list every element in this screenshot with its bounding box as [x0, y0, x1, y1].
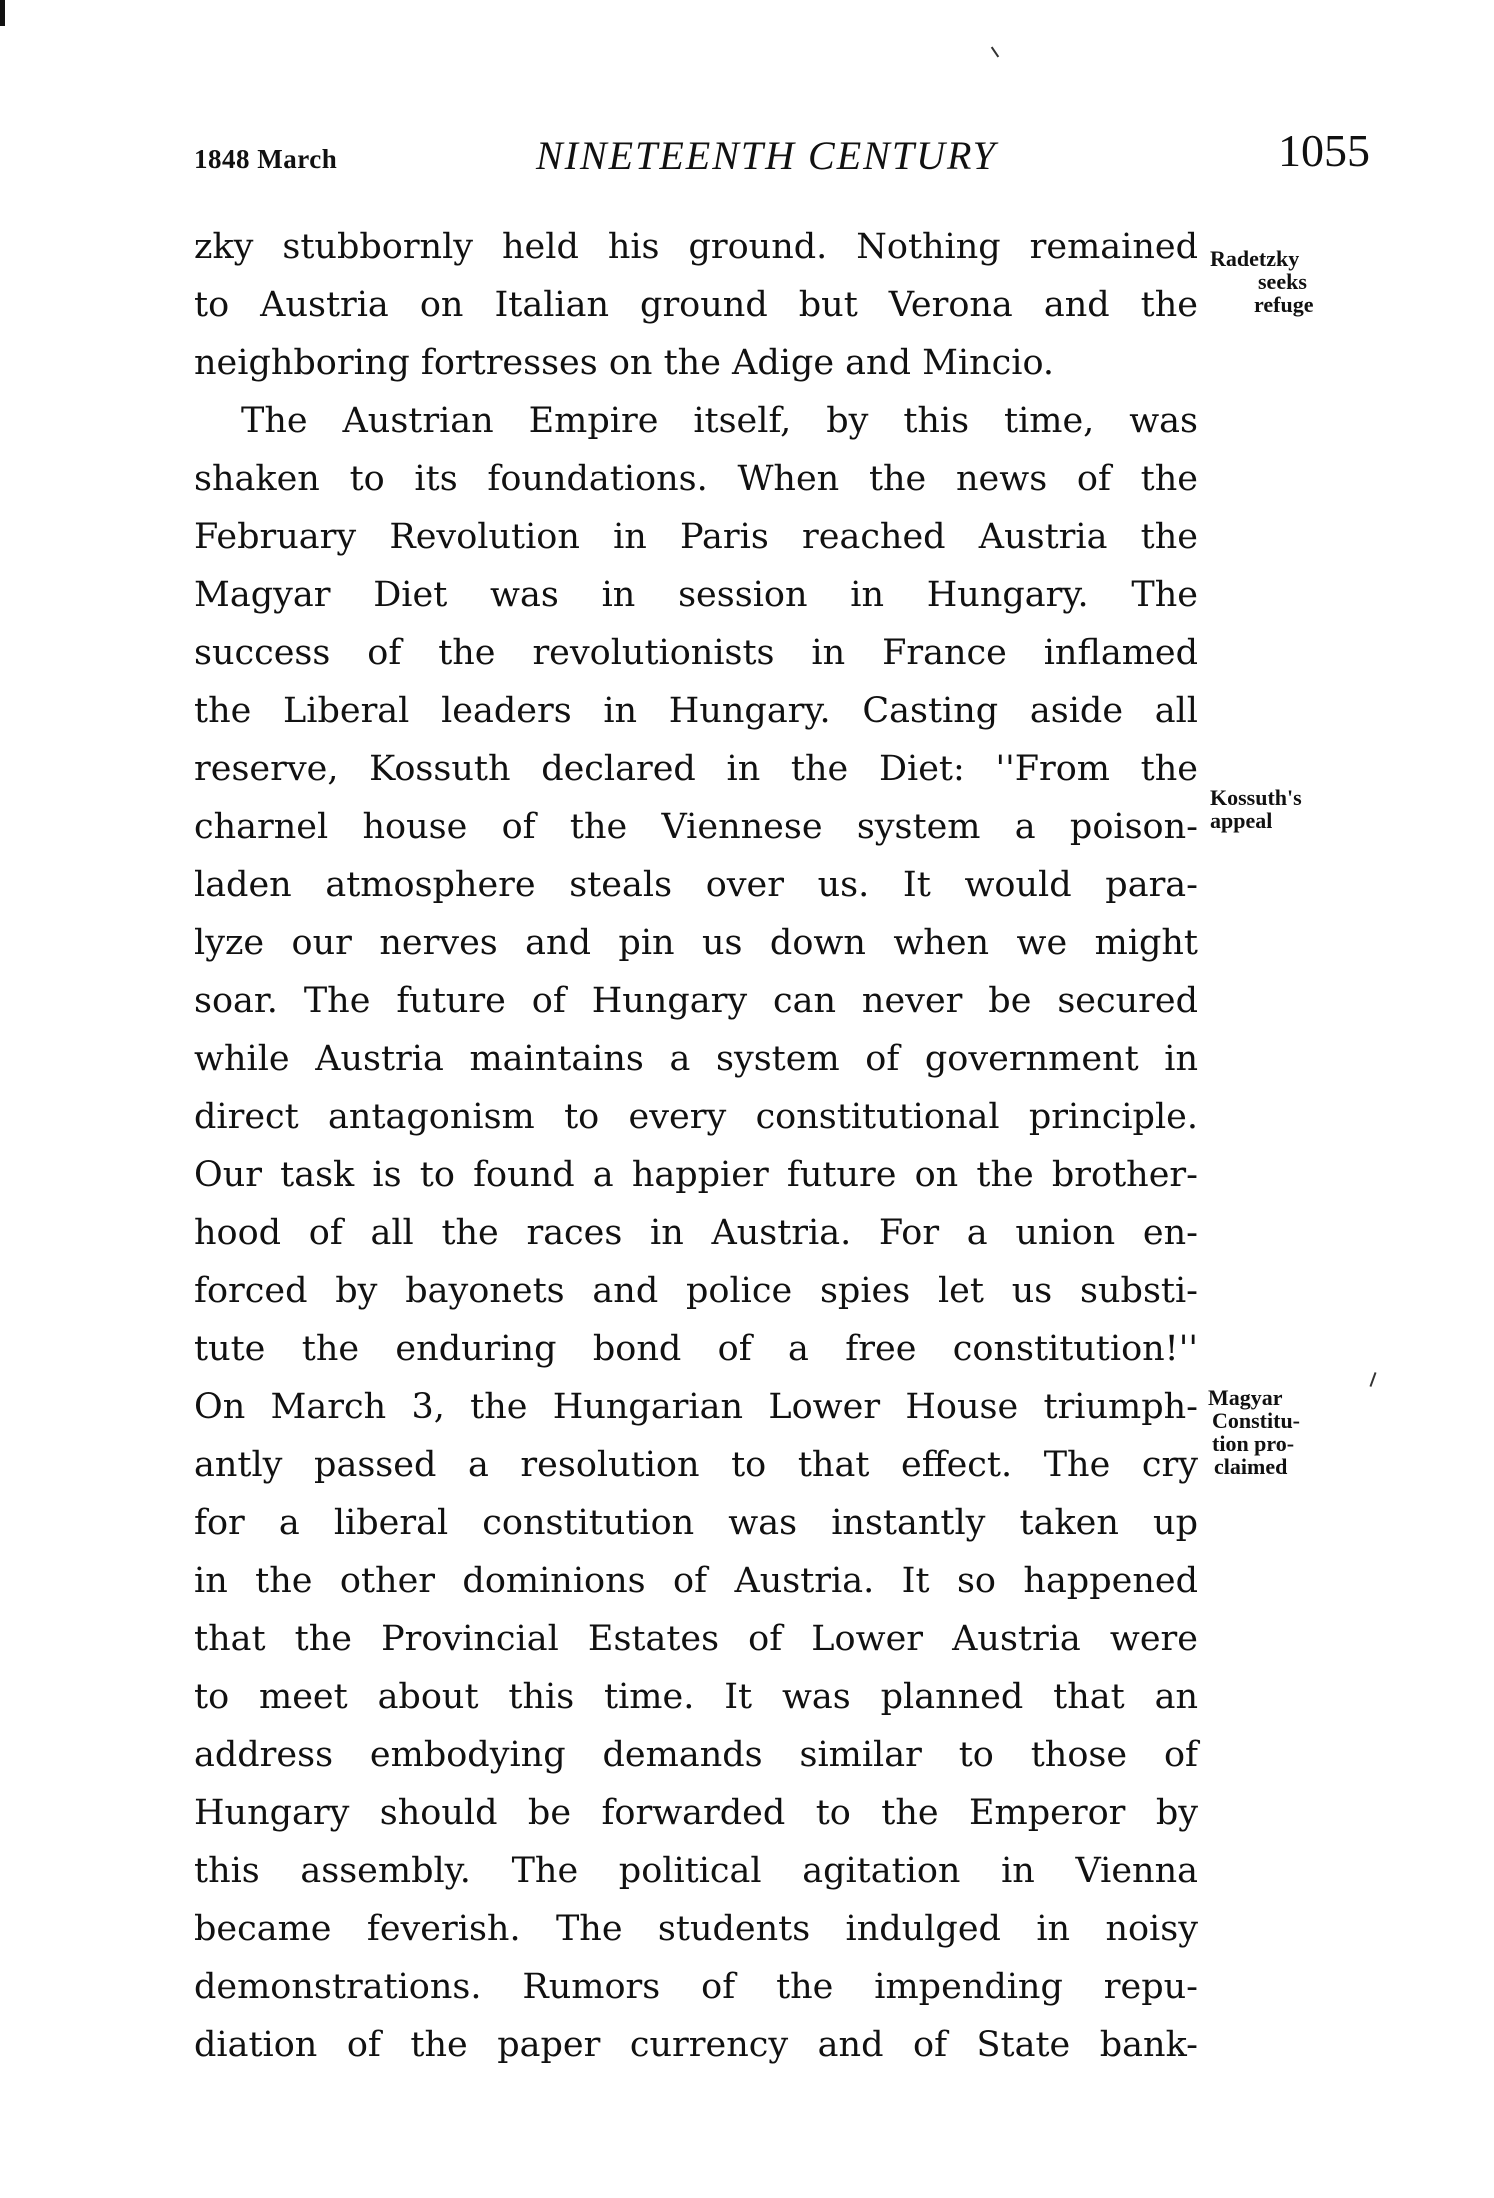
text-line: success of the revolutionists in France inflamed: [194, 633, 1198, 673]
text-line: Hungary should be forwarded to the Emperor by: [194, 1793, 1198, 1833]
scan-speck-mark: [1369, 1372, 1376, 1387]
margin-note-line: seeks: [1258, 269, 1307, 294]
margin-note-line: claimed: [1214, 1454, 1288, 1479]
text-line: for a liberal constitution was instantly taken up: [194, 1503, 1198, 1543]
margin-note-magyar: [1208, 1386, 1300, 1478]
text-line: neighboring fortresses on the Adige and Mincio.: [194, 343, 1055, 383]
text-line: lyze our nerves and pin us down when we might: [194, 923, 1198, 963]
text-line: that the Provincial Estates of Lower Austria were: [194, 1619, 1198, 1659]
margin-note-line: tion pro-: [1212, 1431, 1295, 1456]
margin-note-radetzky: [1210, 247, 1313, 316]
paragraph-first-line: The Austrian Empire itself, by this time, was: [241, 401, 1198, 441]
running-head-date: 1848 March: [194, 144, 338, 174]
running-head-title: NINETEENTH CENTURY: [536, 133, 997, 178]
scan-edge-mark: [0, 0, 5, 26]
text-line: antly passed a resolution to that effect. The cry: [194, 1445, 1198, 1485]
text-line: forced by bayonets and police spies let us substi-: [194, 1271, 1198, 1311]
text-line: February Revolution in Paris reached Austria the: [194, 517, 1198, 557]
margin-note-kossuth: [1210, 786, 1302, 832]
margin-note-line: Constitu-: [1212, 1408, 1301, 1433]
margin-note-line: refuge: [1254, 292, 1314, 317]
text-line: soar. The future of Hungary can never be secured: [194, 981, 1198, 1021]
text-line: shaken to its foundations. When the news of the: [194, 459, 1198, 499]
text-line: zky stubbornly held his ground. Nothing remained: [194, 227, 1198, 267]
text-line: the Liberal leaders in Hungary. Casting aside all: [194, 691, 1198, 731]
text-line: while Austria maintains a system of government in: [194, 1039, 1198, 1079]
margin-note-line: Kossuth's: [1210, 785, 1302, 810]
margin-note-line: Magyar: [1208, 1385, 1283, 1410]
text-line: address embodying demands similar to those of: [194, 1735, 1198, 1775]
text-line: laden atmosphere steals over us. It would para-: [194, 865, 1198, 905]
body-text: [194, 218, 1198, 2074]
text-line: direct antagonism to every constitutional principle.: [194, 1097, 1198, 1137]
text-line: tute the enduring bond of a free constitution!'': [194, 1329, 1198, 1369]
text-line: diation of the paper currency and of State bank-: [194, 2025, 1198, 2065]
text-line: hood of all the races in Austria. For a union en-: [194, 1213, 1198, 1253]
text-line: Our task is to found a happier future on the brother-: [194, 1155, 1198, 1195]
text-line: demonstrations. Rumors of the impending repu-: [194, 1967, 1198, 2007]
margin-note-line: Radetzky: [1210, 246, 1300, 271]
text-line: reserve, Kossuth declared in the Diet: ''From the: [194, 749, 1198, 789]
text-line: charnel house of the Viennese system a poison-: [194, 807, 1198, 847]
text-line: became feverish. The students indulged in noisy: [194, 1909, 1198, 1949]
text-line: On March 3, the Hungarian Lower House triumph-: [194, 1387, 1198, 1427]
scan-speck-mark: [991, 46, 999, 57]
page-number: 1055: [1278, 125, 1370, 176]
text-line: in the other dominions of Austria. It so happened: [194, 1561, 1198, 1601]
margin-note-line: appeal: [1210, 808, 1273, 833]
text-line: this assembly. The political agitation in Vienna: [194, 1851, 1198, 1891]
text-line: Magyar Diet was in session in Hungary. The: [194, 575, 1198, 615]
text-line: to Austria on Italian ground but Verona and the: [194, 285, 1198, 325]
text-line: to meet about this time. It was planned that an: [194, 1677, 1198, 1717]
